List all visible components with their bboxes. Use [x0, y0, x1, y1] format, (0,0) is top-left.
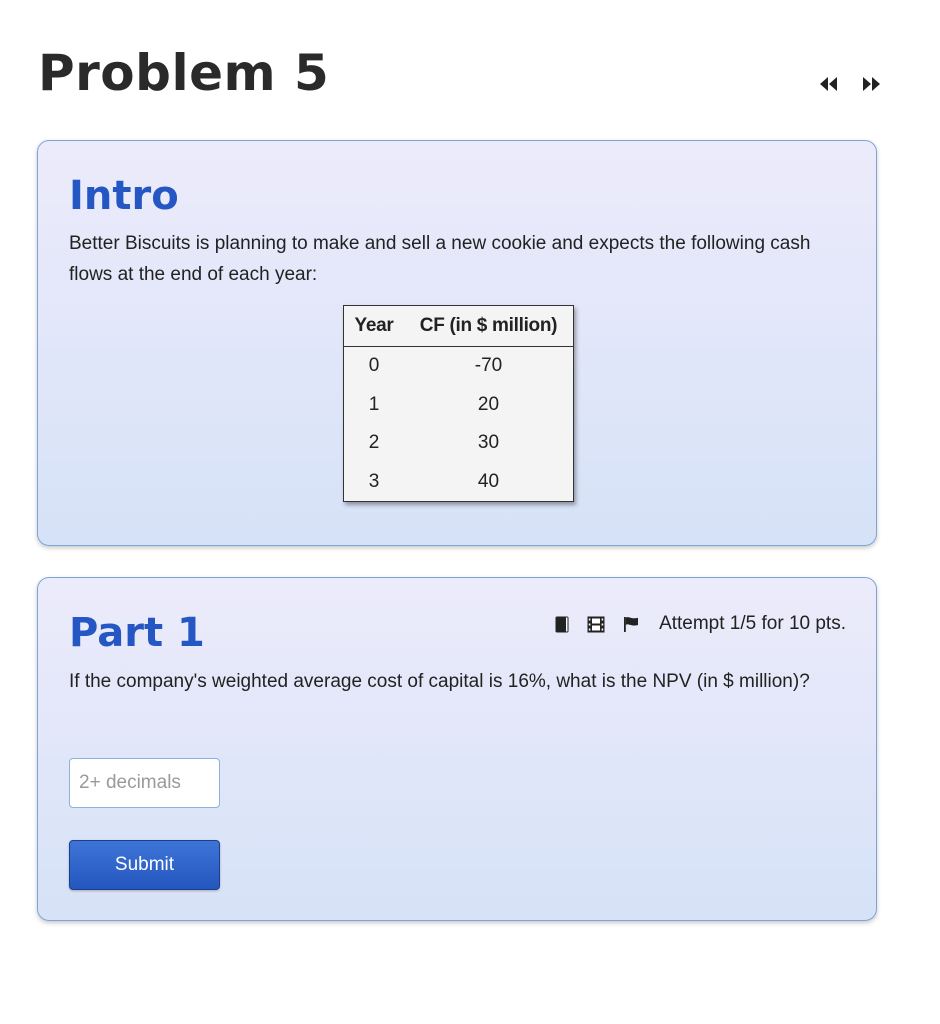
table-header-row — [344, 306, 574, 347]
book-icon — [555, 616, 569, 633]
table-cell-cf: 20 — [477, 393, 500, 415]
intro-heading: Intro — [69, 173, 179, 219]
part1-card — [37, 577, 877, 921]
part1-meta — [555, 613, 846, 635]
table-cell-year: 2 — [368, 432, 380, 454]
table-cell-cf: -70 — [474, 355, 503, 377]
double-chevron-left-icon — [819, 77, 839, 91]
table-cell-year: 1 — [368, 393, 380, 415]
table-row — [344, 463, 574, 502]
double-chevron-right-icon — [861, 77, 881, 91]
previous-problem-button[interactable] — [818, 74, 840, 94]
flag-icon — [623, 616, 639, 633]
next-problem-button[interactable] — [860, 74, 882, 94]
cash-flow-table — [343, 305, 574, 502]
intro-text: Better Biscuits is planning to make and sell a new cookie and expects the following cash flows at the end of each year: — [69, 233, 811, 285]
table-row — [344, 424, 574, 463]
attempt-info: Attempt 1/5 for 10 pts. — [659, 613, 846, 634]
part1-heading: Part 1 — [69, 610, 205, 656]
problem-navigation — [818, 74, 882, 94]
intro-card — [37, 140, 877, 546]
table-cell-year: 3 — [368, 470, 380, 492]
table-header-cf: CF (in $ million) — [404, 306, 574, 347]
answer-input[interactable] — [69, 758, 220, 808]
table-cell-cf: 30 — [477, 432, 500, 454]
problem-title: Problem 5 — [38, 44, 330, 102]
table-cell-year: 0 — [368, 355, 380, 377]
submit-button[interactable]: Submit — [69, 840, 220, 890]
table-header-year: Year — [344, 306, 405, 347]
film-icon — [587, 616, 605, 633]
part1-question: If the company's weighted average cost of capital is 16%, what is the NPV (in $ million)? — [69, 671, 810, 692]
table-row — [344, 386, 574, 425]
flag-button[interactable] — [623, 616, 639, 633]
video-button[interactable] — [587, 616, 605, 633]
table-cell-cf: 40 — [477, 470, 500, 492]
table-row — [344, 347, 574, 386]
book-button[interactable] — [555, 616, 569, 633]
